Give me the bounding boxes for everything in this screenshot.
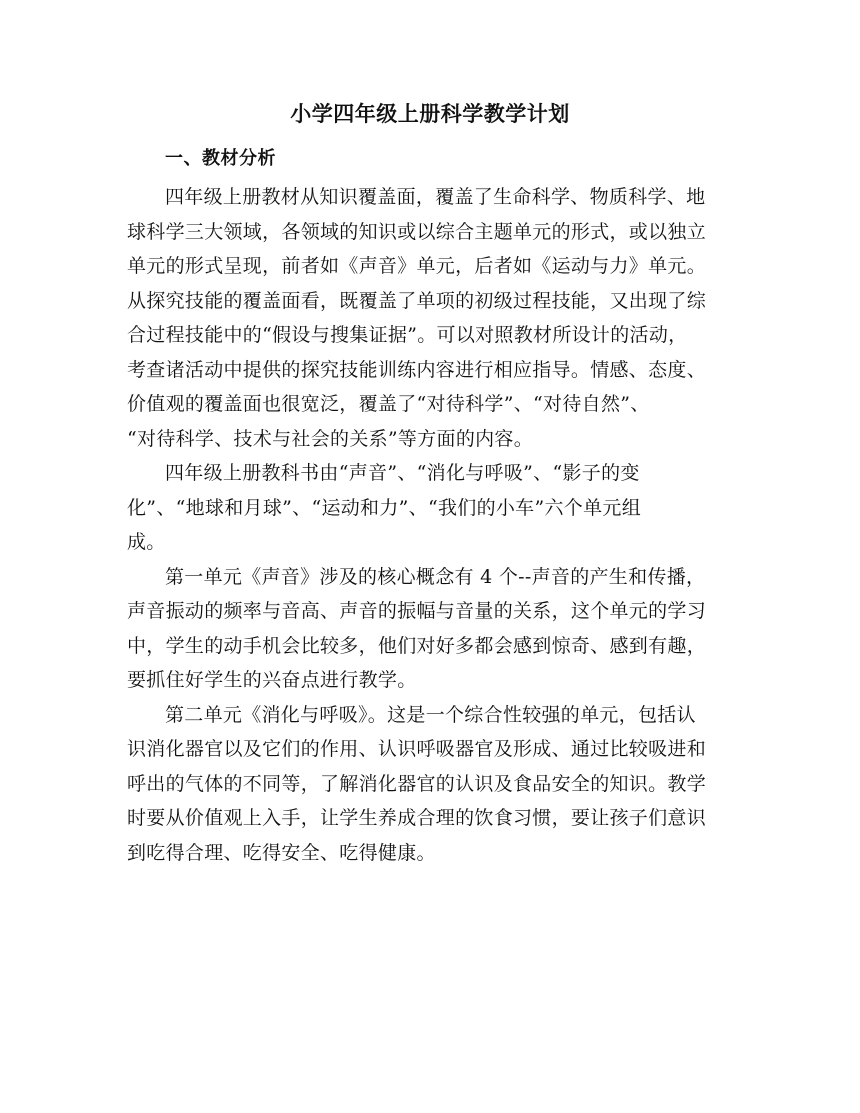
paragraph-line: 成。 [127, 531, 166, 553]
paragraph-line: 球科学三大领域，各领域的知识或以综合主题单元的形式，或以独立 [127, 220, 707, 243]
paragraph-line: 要抓住好学生的兴奋点进行教学。 [127, 669, 417, 691]
document-body [127, 180, 747, 870]
paragraph-line: 到吃得合理、吃得安全、吃得健康。 [127, 841, 436, 864]
section-heading: 一、教材分析 [165, 148, 276, 169]
paragraph-line: 化”、“地球和月球”、“运动和力”、“我们的小车”六个单元组 [127, 496, 641, 519]
paragraph-line: “对待科学、技术与社会的关系”等方面的内容。 [127, 427, 534, 450]
paragraph-line: 考查诸活动中提供的探究技能训练内容进行相应指导。情感、态度、 [127, 358, 707, 381]
paragraph-line: 合过程技能中的“假设与搜集证据”。可以对照教材所设计的活动， [127, 324, 688, 346]
document-title: 小学四年级上册科学教学计划 [290, 101, 570, 126]
paragraph-line: 第二单元《消化与呼吸》。这是一个综合性较强的单元，包括认 [165, 703, 696, 726]
paragraph [127, 560, 747, 698]
paragraph-line: 第一单元《声音》涉及的核心概念有 4 个--声音的产生和传播， [165, 565, 706, 588]
paragraph-line: 呼出的气体的不同等，了解消化器官的认识及食品安全的知识。教学 [127, 772, 707, 795]
paragraph [127, 180, 747, 456]
paragraph-line: 四年级上册教材从知识覆盖面，覆盖了生命科学、物质科学、地 [165, 186, 706, 208]
paragraph-line: 单元的形式呈现，前者如《声音》单元，后者如《运动与力》单元。 [127, 255, 707, 277]
paragraph [127, 698, 747, 871]
paragraph-line: 四年级上册教科书由“声音”、“消化与呼吸”、“影子的变 [165, 462, 640, 484]
paragraph-line: 中，学生的动手机会比较多，他们对好多都会感到惊奇、感到有趣， [127, 634, 707, 657]
paragraph-line: 从探究技能的覆盖面看，既覆盖了单项的初级过程技能，又出现了综 [127, 289, 707, 312]
paragraph-line: 时要从价值观上入手，让学生养成合理的饮食习惯，要让孩子们意识 [127, 807, 707, 829]
paragraph-line: 价值观的覆盖面也很宽泛，覆盖了“对待科学”、“对待自然”、 [127, 393, 650, 415]
paragraph-line: 识消化器官以及它们的作用、认识呼吸器官及形成、通过比较吸进和 [127, 738, 707, 760]
paragraph-line: 声音振动的频率与音高、声音的振幅与音量的关系，这个单元的学习 [127, 600, 707, 622]
paragraph [127, 456, 747, 560]
